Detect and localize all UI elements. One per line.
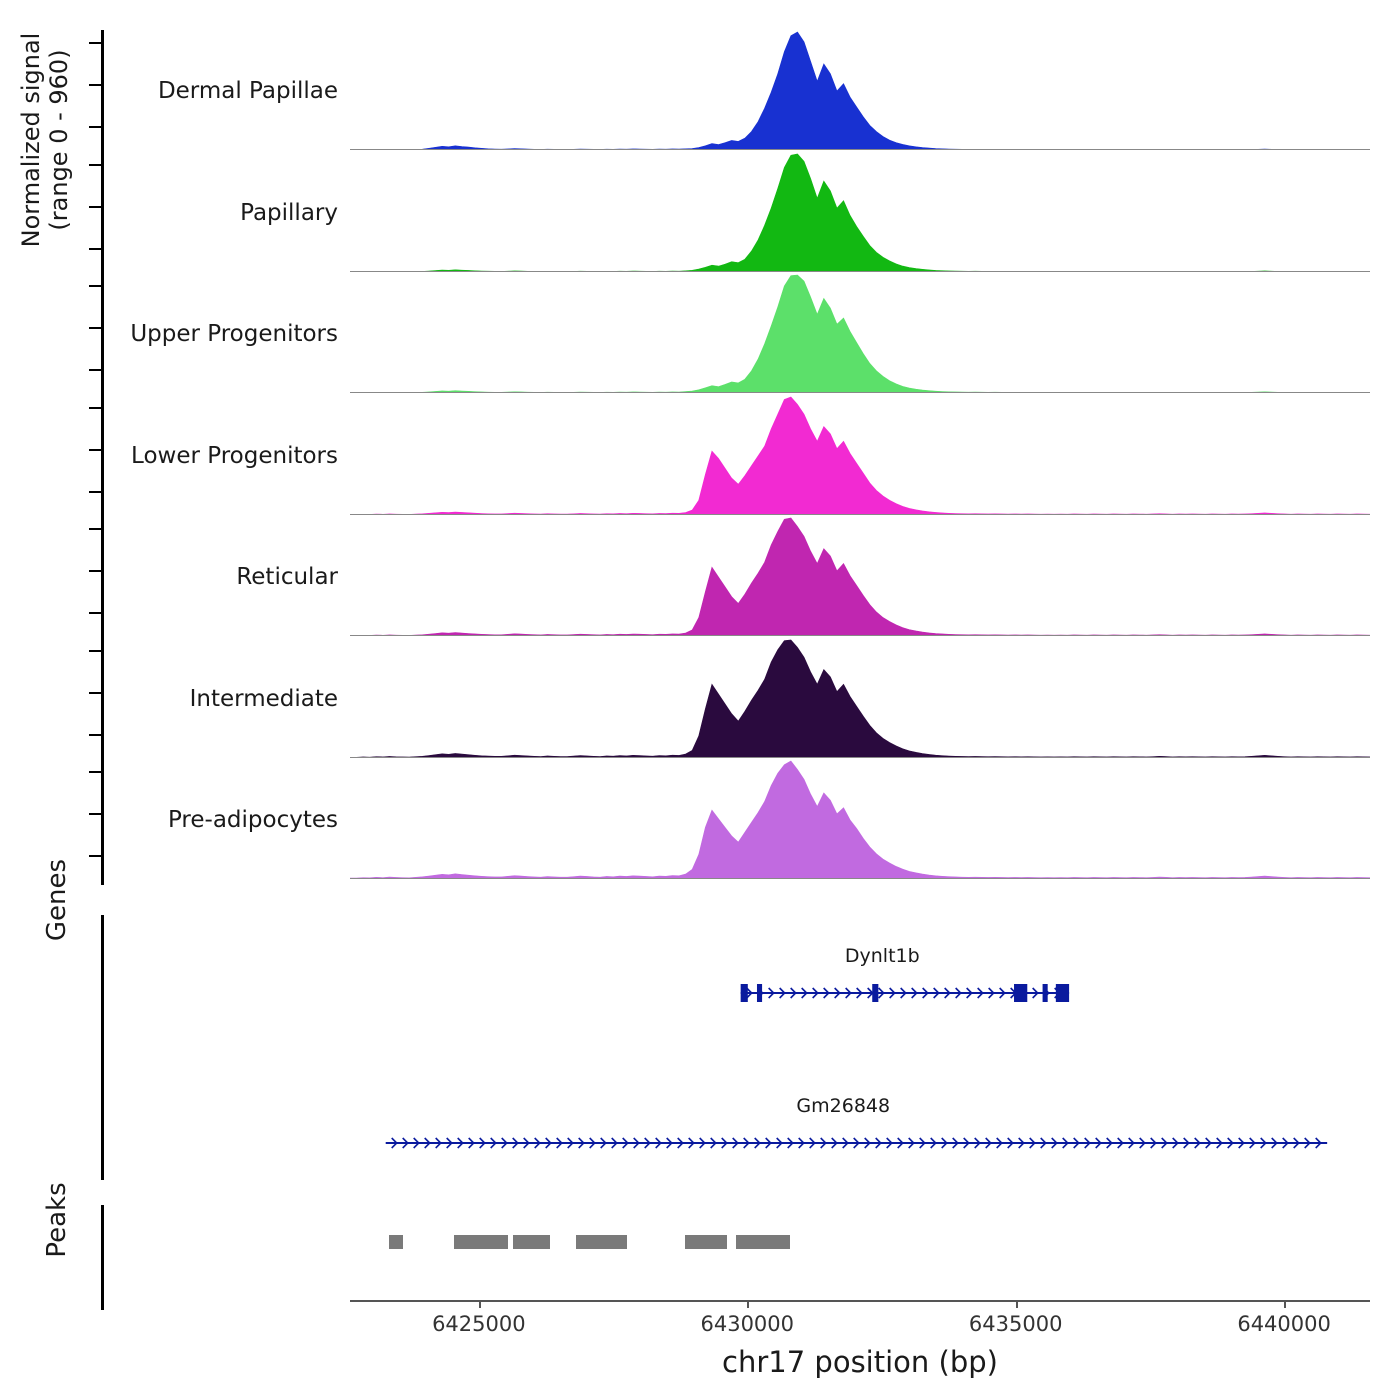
axis-tick <box>89 369 101 371</box>
x-axis-tick <box>1284 1300 1286 1308</box>
axis-tick <box>89 164 101 166</box>
signal-area <box>350 638 1370 758</box>
x-axis <box>350 1300 1370 1340</box>
peak-region[interactable] <box>576 1235 627 1249</box>
axis-tick <box>89 813 101 815</box>
y-axis-label-genes: Genes <box>42 858 72 942</box>
x-axis-tick-label: 6435000 <box>968 1312 1063 1336</box>
signal-area <box>350 152 1370 272</box>
peak-region[interactable] <box>513 1235 550 1249</box>
signal-track <box>130 273 1370 393</box>
y-axis-label-line2: (range 0 - 960) <box>44 49 73 231</box>
peak-panel <box>350 1225 1370 1265</box>
peak-region[interactable] <box>736 1235 790 1249</box>
signal-area <box>350 516 1370 636</box>
signal-axis-spine <box>101 30 104 885</box>
y-axis-label-line1: Normalized signal <box>17 32 45 248</box>
gene-label: Gm26848 <box>796 1095 891 1117</box>
axis-tick <box>89 692 101 694</box>
gene-row[interactable] <box>350 945 1370 1015</box>
signal-baseline <box>350 878 1370 879</box>
signal-baseline <box>350 392 1370 393</box>
x-axis-tick-label: 6425000 <box>432 1312 526 1336</box>
signal-track <box>157 30 1370 150</box>
signal-baseline <box>350 514 1370 515</box>
y-axis-label-signal <box>18 0 73 300</box>
signal-track <box>236 516 1370 636</box>
x-axis-tick-label: 6440000 <box>1237 1312 1331 1336</box>
axis-tick <box>89 491 101 493</box>
signal-track <box>240 152 1370 272</box>
axis-tick <box>89 407 101 409</box>
signal-baseline <box>350 757 1370 758</box>
x-axis-title: chr17 position (bp) <box>722 1345 998 1379</box>
axis-tick <box>89 248 101 250</box>
signal-baseline <box>350 271 1370 272</box>
x-axis-tick <box>479 1300 481 1308</box>
gene-label: Dynlt1b <box>844 945 920 967</box>
axis-tick <box>89 206 101 208</box>
signal-track-label: Upper Progenitors <box>130 321 338 347</box>
signal-track-label: Pre-adipocytes <box>167 807 338 833</box>
axis-tick <box>89 734 101 736</box>
signal-baseline <box>350 149 1370 150</box>
axis-tick <box>89 126 101 128</box>
signal-area <box>350 759 1370 879</box>
signal-track <box>131 395 1370 515</box>
signal-track <box>167 759 1370 879</box>
axis-tick <box>89 771 101 773</box>
axis-tick <box>89 855 101 857</box>
signal-track-label: Intermediate <box>189 685 338 712</box>
signal-area <box>350 30 1370 150</box>
peak-region[interactable] <box>454 1235 508 1249</box>
axis-tick <box>89 612 101 614</box>
gene-model <box>350 971 1370 1015</box>
axis-tick <box>89 449 101 451</box>
signal-baseline <box>350 635 1370 636</box>
axis-tick <box>89 528 101 530</box>
x-axis-line <box>350 1300 1370 1302</box>
gene-panel <box>350 915 1370 1185</box>
signal-track-label: Dermal Papillae <box>157 78 338 104</box>
axis-tick <box>89 84 101 86</box>
signal-area <box>350 273 1370 393</box>
peaks-axis-spine <box>101 1205 104 1310</box>
axis-tick <box>89 570 101 572</box>
axis-tick <box>89 327 101 329</box>
axis-tick <box>89 650 101 652</box>
gene-model <box>350 1121 1370 1165</box>
x-axis-tick-label: 6430000 <box>700 1312 795 1336</box>
axis-tick <box>89 42 101 44</box>
signal-track <box>189 638 1370 758</box>
peak-region[interactable] <box>685 1235 728 1249</box>
genes-axis-spine <box>101 915 104 1180</box>
signal-area <box>350 395 1370 515</box>
gene-row[interactable] <box>350 1095 1370 1165</box>
axis-tick <box>89 285 101 287</box>
x-axis-tick <box>747 1300 749 1308</box>
y-axis-label-peaks: Peaks <box>42 1182 72 1258</box>
signal-track-label: Reticular <box>236 564 338 590</box>
x-axis-tick <box>1016 1300 1018 1308</box>
signal-track-label: Lower Progenitors <box>131 442 338 469</box>
peak-region[interactable] <box>389 1235 403 1249</box>
signal-track-label: Papillary <box>240 199 338 226</box>
